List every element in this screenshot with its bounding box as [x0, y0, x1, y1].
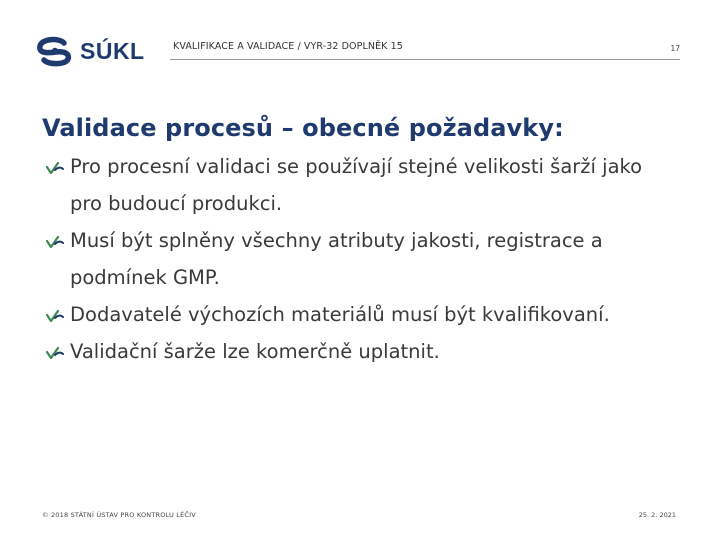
header-divider — [170, 59, 680, 60]
check-arrow-icon — [46, 161, 64, 175]
sukl-logo — [36, 34, 145, 68]
bullet-list — [44, 148, 674, 370]
slide-title: Validace procesů – obecné požadavky: — [42, 114, 564, 142]
check-arrow-icon — [46, 346, 64, 360]
sukl-logo-icon — [36, 35, 74, 67]
bullet-text: Dodavatelé výchozích materiálů musí být kvalifikovaní. — [70, 303, 610, 326]
bullet-item — [44, 148, 674, 222]
footer-copyright: © 2018 STÁTNÍ ÚSTAV PRO KONTROLU LÉČIV — [42, 511, 196, 519]
header-title: KVALIFIKACE A VALIDACE / VYR-32 DOPLNĚK 15 — [173, 41, 403, 52]
footer-date: 25. 2. 2021 — [638, 511, 676, 519]
page-number: 17 — [670, 44, 680, 53]
check-arrow-icon — [46, 235, 64, 249]
bullet-item — [44, 333, 674, 370]
bullet-item — [44, 296, 674, 333]
logo-text: SÚKL — [80, 37, 145, 64]
check-arrow-icon — [46, 309, 64, 323]
bullet-text: Musí být splněny všechny atributy jakosti, registrace a podmínek GMP. — [70, 229, 603, 289]
bullet-text: Pro procesní validaci se používají stejné velikosti šarží jako pro budoucí produkci. — [70, 155, 643, 215]
bullet-item — [44, 222, 674, 296]
bullet-text: Validační šarže lze komerčně uplatnit. — [70, 340, 440, 363]
